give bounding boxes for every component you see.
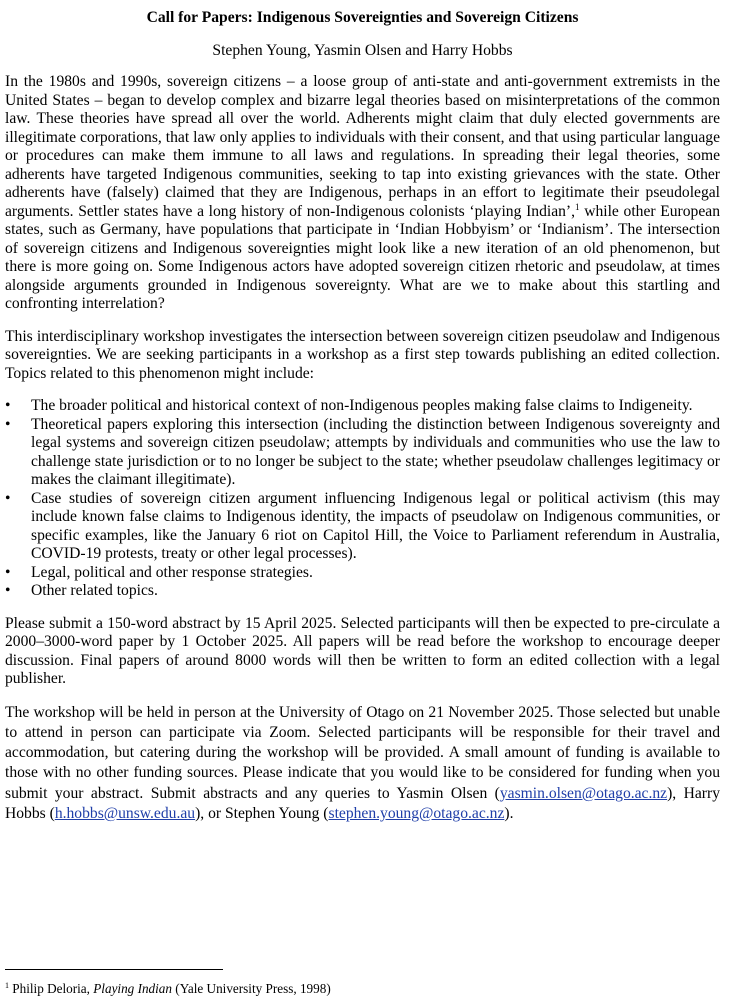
bullet-icon: • (5, 582, 11, 599)
paragraph-logistics (5, 703, 720, 825)
bullet-icon: • (5, 563, 11, 581)
paragraph-logistics-text-d: ). (504, 804, 514, 822)
topics-list (5, 397, 720, 601)
paragraph-introduction-text-a: In the 1980s and 1990s, sovereign citizens – a loose group of anti-state and anti-government extremists in the United States – began to develop complex and bizarre legal theories based on misinterpretations of the common law. These theories have spread all over the world. Adherents might claim that duly elected governments are illegitimate corporations, that law only applies to individuals with their consent, and that using particular language or procedures can make them immune to all laws and regulations. In spreading their legal theories, some adherents have targeted Indigenous communities, seeking to tap into existing grievances with the state. Other adherents have (falsely) claimed that they are Indigenous, perhaps in an effort to legitimate their pseudolegal arguments. Settler states have a long history of non-Indigenous colonists ‘playing Indian’, (5, 73, 720, 220)
paragraph-workshop-scope: This interdisciplinary workshop investigates the intersection between sovereign citizen pseudolaw and Indigenous sovereignties. We are seeking participants in a workshop as a first step towards publishing an edited collection. Topics related to this phenomenon might include: (5, 327, 720, 382)
page-title: Call for Papers: Indigenous Sovereignties and Sovereign Citizens (146, 9, 579, 26)
author-line: Stephen Young, Yasmin Olsen and Harry Hobbs (212, 42, 513, 59)
paragraph-submission: Please submit a 150-word abstract by 15 April 2025. Selected participants will then be expected to pre-circulate a 2000–3000-word paper by 1 October 2025. All papers will be read before the workshop to encourage deeper discussion. Final papers of around 8000 words will then be written to form an edited collection with a legal publisher. (5, 614, 720, 687)
footnote-publisher: (Yale University Press, 1998) (172, 981, 331, 996)
footnote-separator (5, 969, 223, 970)
topic-text: Legal, political and other response strategies. (31, 563, 313, 581)
topic-item (5, 490, 720, 564)
paragraph-logistics-text-b: ), Harry Hobbs ( (5, 784, 720, 822)
bullet-icon: • (5, 489, 11, 507)
footnote-reference[interactable]: 1 (575, 201, 580, 212)
email-link-stephen-young[interactable]: stephen.young@otago.ac.nz (328, 804, 505, 822)
paragraph-introduction (5, 73, 720, 314)
paragraph-logistics-text-c: ), or Stephen Young ( (195, 804, 329, 822)
email-link-yasmin-olsen[interactable]: yasmin.olsen@otago.ac.nz (499, 784, 668, 802)
topic-item (5, 416, 720, 490)
bullet-icon: • (5, 397, 11, 414)
footnote (5, 981, 331, 997)
paragraph-introduction-text-b: while other European states, such as Germany, have populations that participate in ‘Indian Hobbyism’ or ‘Indianism’. The intersection of sovereign citizens and Indigenous sovereignties might look like a new iteration of an old phenomenon, but there is more going on. Some Indigenous actors have adopted sovereign citizen rhetoric and pseudolaw, at times alongside arguments grounded in Indigenous sovereignty. What are we to make about this startling and confronting interrelation? (5, 202, 720, 312)
topic-item (5, 397, 720, 416)
email-link-harry-hobbs[interactable]: h.hobbs@unsw.edu.au (54, 804, 196, 822)
topic-text: Other related topics. (31, 582, 158, 599)
topic-text: Theoretical papers exploring this intersection (including the distinction between Indigenous sovereignty and legal systems and sovereign citizen pseudolaw; attempts by individuals and communities who use the law to challenge state jurisdiction or to no longer be subject to the state; whether pseudolaw challenges legitimacy or makes the claimant illegitimate). (31, 415, 720, 488)
bullet-icon: • (5, 415, 11, 433)
footnote-author: Philip Deloria, (9, 981, 94, 996)
topic-text: Case studies of sovereign citizen argument influencing Indigenous legal or political activism (this may include known false claims to Indigenous identity, the impacts of pseudolaw on Indigenous communities, or specific examples, like the January 6 riot on Capitol Hill, the Voice to Parliament referendum in Australia, COVID-19 protests, treaty or other legal processes). (31, 489, 720, 562)
paragraph-logistics-text-a: The workshop will be held in person at the University of Otago on 21 November 2025. Those selected but unable to attend in person can participate via Zoom. Selected participants will be responsible for their travel and accommodation, but catering during the workshop will be provided. A small amount of funding is available to those with no other funding sources. Please indicate that you would like to be considered for funding when you submit your abstract. Submit abstracts and any queries to Yasmin Olsen ( (5, 703, 720, 802)
footnote-number: 1 (5, 981, 9, 990)
topic-text: The broader political and historical context of non-Indigenous peoples making false claims to Indigeneity. (31, 397, 693, 414)
footnote-book-title: Playing Indian (93, 981, 172, 996)
topic-item (5, 564, 720, 583)
topic-item (5, 582, 720, 601)
